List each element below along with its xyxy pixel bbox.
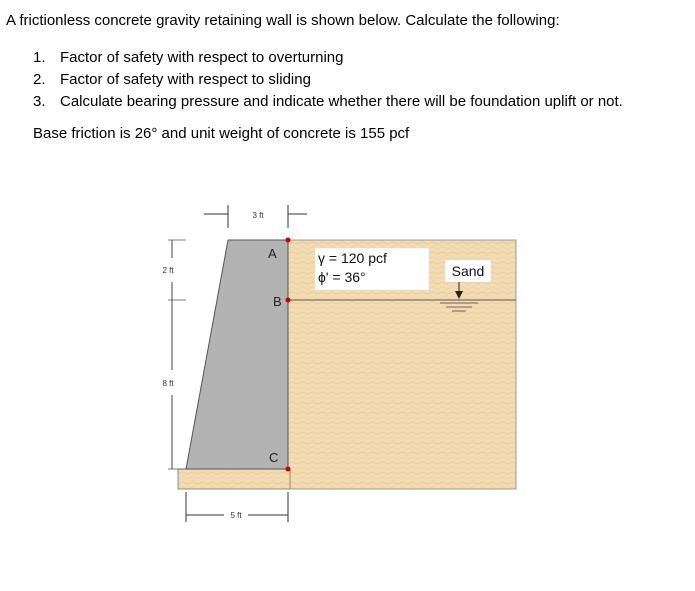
point-b-label: B (273, 294, 282, 309)
base-width-dimension (186, 492, 288, 522)
top-width-label: 3 ft (252, 211, 264, 220)
task-number: 3. (33, 93, 46, 110)
concrete-wall (186, 240, 288, 469)
task-number: 1. (33, 49, 46, 66)
base-width-label: 5 ft (230, 511, 242, 520)
point-b-marker (286, 298, 291, 303)
wall-base-soil (178, 469, 290, 489)
lower-height-label: 8 ft (162, 379, 174, 388)
problem-intro: A frictionless concrete gravity retaining wall is shown below. Calculate the following: (6, 12, 560, 29)
point-c-marker (286, 467, 291, 472)
task-text: Factor of safety with respect to sliding (60, 71, 311, 88)
task-text: Factor of safety with respect to overturning (60, 49, 344, 66)
top-width-dimension (204, 205, 307, 228)
point-c-label: C (269, 450, 279, 465)
friction-angle-label: ϕ' = 36° (318, 269, 366, 285)
task-number: 2. (33, 71, 46, 88)
point-a-marker (286, 238, 291, 243)
soil-type-label: Sand (451, 263, 485, 279)
point-a-label: A (268, 246, 277, 261)
upper-height-label: 2 ft (162, 266, 174, 275)
height-dimensions (162, 240, 186, 469)
given-data: Base friction is 26° and unit weight of concrete is 155 pcf (33, 125, 410, 142)
unit-weight-label: γ = 120 pcf (318, 250, 387, 266)
task-text: Calculate bearing pressure and indicate whether there will be foundation uplift or not. (60, 93, 623, 110)
